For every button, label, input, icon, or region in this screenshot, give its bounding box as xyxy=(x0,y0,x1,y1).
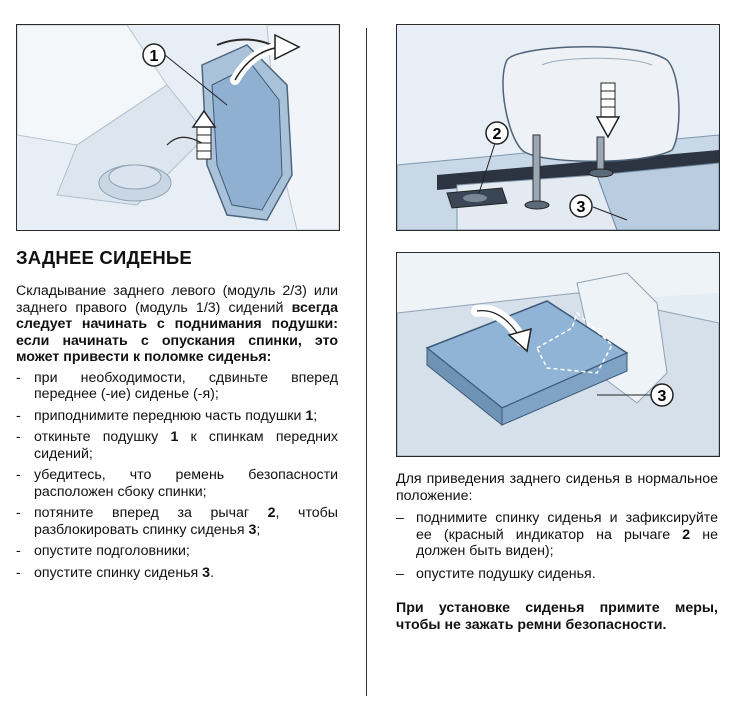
list-item: - приподнимите переднюю часть подушки 1; xyxy=(16,407,318,424)
right-column-text xyxy=(396,471,718,633)
left-column-text xyxy=(16,283,338,586)
illustration-cushion-lift xyxy=(16,24,340,231)
section-title: ЗАДНЕЕ СИДЕНЬЕ xyxy=(16,247,192,268)
intro-text: Складывание заднего левого (модуль 2/3) или заднего правого (модуль 1/3) сидений xyxy=(16,283,338,316)
restore-steps-list xyxy=(396,510,718,582)
illustration-cushion-return xyxy=(396,252,720,457)
callout-2: 2 xyxy=(492,126,502,143)
intro-paragraph xyxy=(16,283,338,366)
intro-emphasis: всегда следует начинать с поднимания подушки: если начинать с опускания спинки, это может привести к поломке сиденья: xyxy=(16,299,338,365)
list-item: – опустите подушку сиденья. xyxy=(396,565,596,582)
safety-warning: При установке сиденья примите меры, чтобы не зажать ремни безопасности. xyxy=(396,600,718,633)
illustration-headrest-lever xyxy=(396,24,720,231)
column-divider xyxy=(366,28,367,696)
headrest-lever-drawing xyxy=(397,25,719,230)
cushion-lift-drawing xyxy=(17,25,339,230)
callout-1: 1 xyxy=(149,48,159,65)
list-item: - откиньте подушку 1 к спинкам передних сидений; xyxy=(16,429,339,462)
list-item: - опустите спинку сиденья 3. xyxy=(16,564,215,581)
list-item: – поднимите спинку сиденья и зафиксируйте ее (красный индикатор на рычаге 2 не должен быть виден); xyxy=(396,510,718,559)
list-item: - опустите подголовники; xyxy=(16,543,190,559)
restore-intro: Для приведения заднего сиденья в нормальное положение: xyxy=(396,471,718,504)
callout-3b: 3 xyxy=(657,388,667,405)
list-item: - потяните вперед за рычаг 2, чтобы разблокировать спинку сиденья 3; xyxy=(16,505,338,538)
callout-3a: 3 xyxy=(576,199,586,216)
list-item: - убедитесь, что ремень безопасности расположен сбоку спинки; xyxy=(16,467,338,500)
fold-steps-list xyxy=(16,370,338,582)
cushion-return-drawing xyxy=(397,253,719,456)
list-item: - при необходимости, сдвиньте вперед переднее (-ие) сиденье (-я); xyxy=(16,369,338,402)
